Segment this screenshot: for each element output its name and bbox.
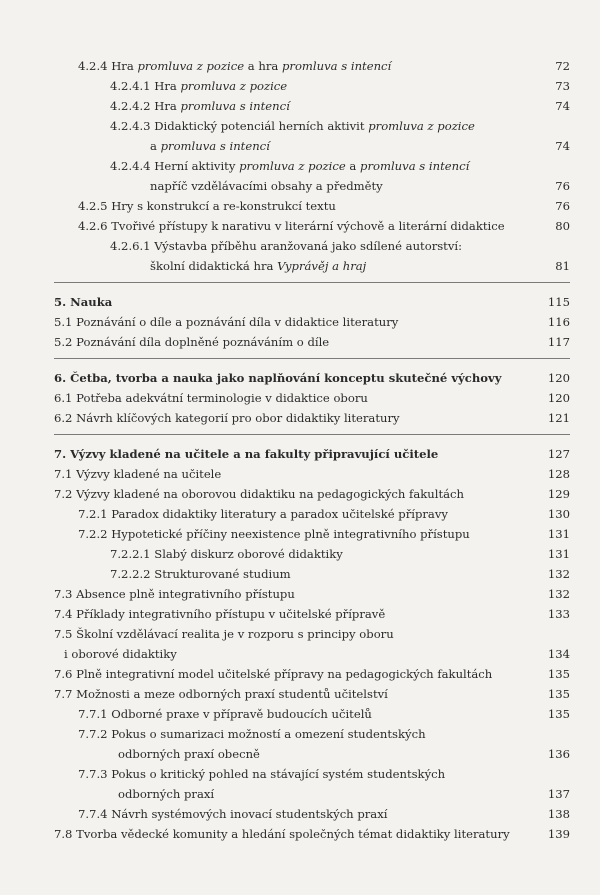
toc-entry: 7.2.1 Paradox didaktiky literatury a paradox učitelské přípravy 130 — [54, 504, 570, 524]
page-number: 117 — [547, 335, 570, 349]
toc-entry: 4.2.6 Tvořivé přístupy k narativu v literární výchově a literární didaktice 80 — [54, 216, 570, 236]
toc-entry: 6.2 Návrh klíčových kategorií pro obor didaktiky literatury 121 — [54, 408, 570, 428]
page-number: 133 — [547, 607, 570, 621]
page-number: 120 — [547, 371, 570, 385]
page-number: 132 — [547, 567, 570, 581]
page-number: 81 — [555, 259, 570, 273]
page-number: 128 — [547, 467, 570, 481]
page-number: 136 — [547, 747, 570, 761]
toc-entry: 7.2.2 Hypotetické příčiny neexistence plně integrativního přístupu 131 — [54, 524, 570, 544]
page-number: 80 — [555, 219, 570, 233]
page-number: 139 — [547, 827, 570, 841]
page-number: 74 — [555, 139, 570, 153]
page-number: 115 — [547, 295, 570, 309]
page-number: 127 — [547, 447, 570, 461]
page-number: 134 — [547, 647, 570, 661]
page-number: 135 — [547, 687, 570, 701]
toc-entry: 4.2.6.1 Výstavba příběhu aranžovaná jako sdílené autorství: školní didaktická hra Vyprávěj a hraj 81 — [54, 236, 570, 276]
toc-entry: 7.7.3 Pokus o kritický pohled na stávající systém studentských odborných praxí 137 — [54, 764, 570, 804]
page-number: 135 — [547, 667, 570, 681]
page-number: 130 — [547, 507, 570, 521]
page-number: 76 — [555, 199, 570, 213]
toc-entry: 4.2.4.2 Hra promluva s intencí 74 — [54, 96, 570, 116]
page-number: 137 — [547, 787, 570, 801]
page-number: 132 — [547, 587, 570, 601]
page-number: 131 — [547, 527, 570, 541]
page-number: 129 — [547, 487, 570, 501]
toc-entry: 5.2 Poznávání díla doplněné poznáváním o díle 117 — [54, 332, 570, 352]
toc-chapter: 7. Výzvy kladené na učitele a na fakulty připravující učitele 127 — [54, 444, 570, 464]
toc-entry: 7.5 Školní vzdělávací realita je v rozporu s principy oboru i oborové didaktiky 134 — [54, 624, 570, 664]
page-number: 131 — [547, 547, 570, 561]
toc-entry: 4.2.4.1 Hra promluva z pozice 73 — [54, 76, 570, 96]
page-number: 135 — [547, 707, 570, 721]
toc-entry: 6.1 Potřeba adekvátní terminologie v didaktice oboru 120 — [54, 388, 570, 408]
toc-entry: 5.1 Poznávání o díle a poznávání díla v didaktice literatury 116 — [54, 312, 570, 332]
section-divider — [54, 282, 570, 283]
page-number: 73 — [555, 79, 570, 93]
toc-entry: 7.8 Tvorba vědecké komunity a hledání společných témat didaktiky literatury 139 — [54, 824, 570, 844]
toc-entry: 4.2.4 Hra promluva z pozice a hra promluva s intencí 72 — [54, 56, 570, 76]
page-number: 72 — [555, 59, 570, 73]
toc-entry: 4.2.5 Hry s konstrukcí a re-konstrukcí textu 76 — [54, 196, 570, 216]
toc-entry: 7.7 Možnosti a meze odborných praxí studentů učitelství 135 — [54, 684, 570, 704]
page-number: 116 — [547, 315, 570, 329]
toc-entry: 7.3 Absence plně integrativního přístupu 132 — [54, 584, 570, 604]
toc-entry: 7.2.2.1 Slabý diskurz oborové didaktiky 131 — [54, 544, 570, 564]
section-divider — [54, 434, 570, 435]
page-number: 138 — [547, 807, 570, 821]
page-number: 120 — [547, 391, 570, 405]
toc-entry: 4.2.4.3 Didaktický potenciál herních aktivit promluva z pozice a promluva s intencí 74 — [54, 116, 570, 156]
page-number: 74 — [555, 99, 570, 113]
toc-entry: 7.6 Plně integrativní model učitelské přípravy na pedagogických fakultách 135 — [54, 664, 570, 684]
toc-entry: 4.2.4.4 Herní aktivity promluva z pozice a promluva s intencí napříč vzdělávacími obsahy a předměty 76 — [54, 156, 570, 196]
page-number: 121 — [547, 411, 570, 425]
toc-entry: 7.7.4 Návrh systémových inovací studentských praxí 138 — [54, 804, 570, 824]
toc-entry: 7.7.1 Odborné praxe v přípravě budoucích učitelů 135 — [54, 704, 570, 724]
section-divider — [54, 358, 570, 359]
toc-entry: 7.4 Příklady integrativního přístupu v učitelské přípravě 133 — [54, 604, 570, 624]
toc-entry: 7.7.2 Pokus o sumarizaci možností a omezení studentských odborných praxí obecně 136 — [54, 724, 570, 764]
toc-entry: 7.2.2.2 Strukturované studium 132 — [54, 564, 570, 584]
table-of-contents — [54, 56, 570, 844]
page-number: 76 — [555, 179, 570, 193]
toc-chapter: 5. Nauka 115 — [54, 292, 570, 312]
toc-chapter: 6. Četba, tvorba a nauka jako naplňování konceptu skutečné výchovy 120 — [54, 368, 570, 388]
toc-entry: 7.1 Výzvy kladené na učitele 128 — [54, 464, 570, 484]
toc-entry: 7.2 Výzvy kladené na oborovou didaktiku na pedagogických fakultách 129 — [54, 484, 570, 504]
